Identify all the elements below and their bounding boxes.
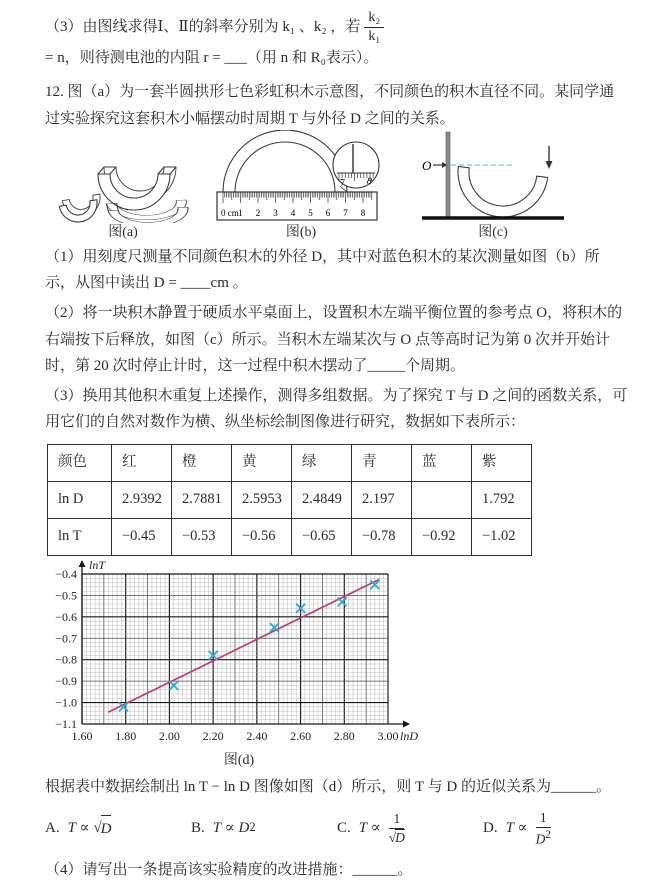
table-header-row [48,444,532,481]
option-d-base: D [535,831,546,846]
figure-a [49,137,197,240]
table-cell: 2.9392 [112,481,172,518]
question-12-part3: （3）换用其他积木重复上述操作，测得多组数据。为了探究 T 与 D 之间的函数关系，可用它们的自然对数作为横、纵坐标绘制图像进行研究，数据如下表所示： [45,388,628,431]
slope-ratio-fraction [364,10,384,45]
data-table [47,444,532,556]
table-header-cell: 蓝 [412,444,472,481]
row-label-cell: ln T [48,518,112,555]
option-a-lead: T ∝ [67,820,90,837]
grid [82,574,388,724]
figure-b [211,130,391,240]
option-b-base: D [238,820,250,837]
x-axis-arrow-icon [403,720,410,727]
x-tick-label: 1.80 [115,728,137,743]
y-tick-label: −0.6 [55,609,77,624]
option-a-radicand: D [101,815,112,842]
table-cell: 2.5953 [232,481,292,518]
question-12-intro: 12. 图（a）为一套半圆拱形七色彩虹积木示意图，不同颜色的积木直径不同。某同学通过实验探究这套积木小幅摆动时周期 T 与外径 D 之间的关系。 [45,84,615,127]
table-cell: −0.92 [412,518,472,555]
arch-blocks-icon [58,167,192,223]
figure-b-drawing [213,130,389,223]
x-tick-label: 1.60 [71,728,93,743]
table-cell: 1.792 [472,481,532,518]
table-header-cell: 绿 [292,444,352,481]
ruler-number-label: 1 [238,207,243,218]
y-axis-label: lnT [89,559,106,572]
figure-a-caption: 图(a) [108,224,138,240]
x-tick-label: 2.00 [158,728,180,743]
ruler-number-label: 5 [308,207,313,218]
x-tick-label: 2.80 [333,728,355,743]
table-header-cell: 红 [112,444,172,481]
x-tick-label: 2.40 [246,728,268,743]
y-tick-label: −0.7 [55,630,77,645]
chart-figure-d [37,560,457,770]
option-c-radicand: D [395,829,405,845]
question-12-part1: （1）用刻度尺测量不同颜色积木的外径 D，其中对蓝色积木的某次测量如图（b）所示，从图中读出 D = ____cm 。 [45,248,600,292]
y-tick-label: −0.5 [55,588,77,603]
y-tick-label: −1.1 [55,716,77,731]
option-b-label: B. [191,820,205,837]
option-a-label: A. [45,820,60,837]
table-cell [412,481,472,518]
x-tick-label: 2.60 [290,728,312,743]
table-cell: −0.56 [232,518,292,555]
press-down-arrow-icon [546,161,553,169]
table-row [48,518,532,555]
figure-d-caption: 图(d) [223,752,255,768]
figure-c-caption: 图(c) [478,224,508,240]
x-tick-label: 2.20 [202,728,224,743]
option-c [337,811,483,845]
question-12-part4: （4）请写出一条提高该实验精度的改进措施：______。 [45,861,413,878]
table-cell: 2.7881 [172,481,232,518]
option-d-label: D. [483,820,498,837]
fraction-denominator: k₁ [368,29,381,45]
data-point-marker [338,597,347,606]
question-11-part3 [45,10,629,71]
table-header-cell: 青 [352,444,412,481]
y-tick-label: −1.0 [55,695,77,710]
option-c-denominator [385,829,409,846]
ruler-zero-label: 0 cm [221,207,239,218]
lnT-lnD-chart [37,560,441,744]
y-tick-label: −0.4 [55,566,77,581]
table-cell: −0.53 [172,518,232,555]
option-d-lead: T ∝ [505,820,528,837]
figure-c [413,128,573,240]
x-tick-label: 3.00 [377,728,399,743]
y-tick-label: −0.9 [55,673,77,688]
y-tick-label: −0.8 [55,652,77,667]
radical-sign: √ [388,829,397,845]
option-c-fraction [385,811,409,845]
x-axis-label: lnD [400,728,418,743]
q11-part3-text-post: = n，则待测电池的内阻 r = ___（用 n 和 R₀表示）。 [45,50,379,67]
table-header-cell: 紫 [472,444,532,481]
ruler-number-label: 8 [360,207,366,218]
table-header-cell: 黄 [232,444,292,481]
option-c-label: C. [337,820,351,837]
magnifier-label-8: 8 [365,175,374,188]
stand-pole-icon [446,132,450,218]
table-header-cell: 颜色 [48,444,112,481]
option-c-numerator: 1 [389,811,404,829]
option-d-fraction [532,810,555,847]
table-cell: −0.78 [352,518,412,555]
y-axis-arrow-icon [79,560,86,567]
radical-sign: √ [93,820,102,837]
ruler-number-label: 4 [290,207,296,218]
table-row [48,481,532,518]
option-d-denominator [532,828,555,847]
option-b-lead: T ∝ [212,820,235,837]
figure-b-caption: 图(b) [285,224,317,240]
ruler-number-label: 7 [343,207,348,218]
option-c-lead: T ∝ [358,820,381,837]
option-d [483,810,629,847]
ruler-number-label: 6 [325,207,331,218]
table-cell: −1.02 [472,518,532,555]
figure-c-drawing [418,128,568,223]
figures-row [45,136,629,240]
option-d-numerator: 1 [536,810,551,828]
swinging-arch-icon [453,166,548,222]
table-cell: 2.4849 [292,481,352,518]
measured-arch-icon [223,130,347,192]
option-d-exponent: 2 [545,828,551,841]
table-cell: 2.197 [352,481,412,518]
fraction-numerator: k₂ [364,10,384,28]
table-cell: −0.65 [292,518,352,555]
point-o-label: O [422,157,432,173]
option-a [45,815,191,842]
q11-part3-text-pre: （3）由图线求得Ⅰ、Ⅱ的斜率分别为 k₁ 、k₂ ，若 [45,19,361,36]
ruler-number-label: 3 [273,207,278,218]
row-label-cell: ln D [48,481,112,518]
conclusion-sentence: 根据表中数据绘制出 ln T − ln D 图像如图（d）所示，则 T 与 D 的近似关系为______。 [45,778,611,795]
answer-options [45,810,629,847]
option-b-exponent: 2 [249,820,256,835]
ruler-number-label: 2 [255,207,261,218]
option-b [191,815,337,841]
table-cell: −0.45 [112,518,172,555]
table-header-cell: 橙 [172,444,232,481]
figure-a-drawing [52,137,194,223]
question-12-part2: （2）将一块积木静置于硬质水平桌面上，设置积木左端平衡位置的参考点 O，将积木的右端按下后释放，如图（c）所示。当积木左端某次与 O 点等高时记为第 0 次并开始计时，第 20 次时停止计时，这一过程中积木摆动了_____个周期。 [45,305,623,374]
magnifier-label-7: 7 [340,177,345,189]
